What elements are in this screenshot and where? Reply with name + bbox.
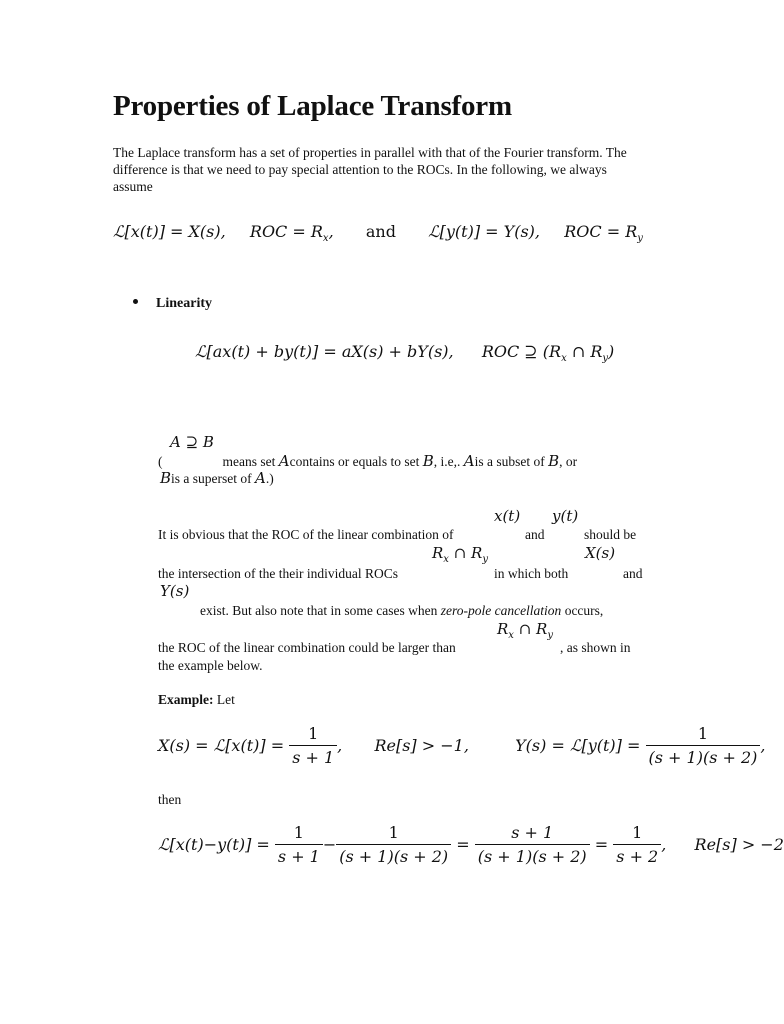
rx-cap-ry-math-1: $R_x$ ∩ $R_y$ (432, 544, 488, 565)
example-heading: Example: Let (158, 692, 235, 707)
bullet-dot-icon (133, 299, 138, 304)
laplace-y-def: ℒ[y(t)] = Y(s), (428, 222, 541, 241)
obvious-line1: It is obvious that the ROC of the linear combination of (158, 527, 454, 542)
linearity-label: Linearity (156, 296, 212, 311)
superset-math: A ⊇ B (170, 433, 214, 451)
obvious-line3: exist. But also note that in some cases when zero-pole cancellation occurs, (200, 603, 604, 618)
obvious-line5: the example below. (158, 658, 263, 673)
then-text: then (158, 792, 182, 807)
page-title: Properties of Laplace Transform (113, 90, 512, 122)
obvious-as-shown: , as shown in (560, 640, 631, 655)
superset-note-line1: ( means set Acontains or equals to set B, i.e,. Ais a subset of B, or (158, 452, 578, 470)
linearity-roc: ROC ⊇ ($R_x$ ∩ $R_y$) (481, 342, 615, 365)
roc-y-def: ROC = $R_y$ (564, 222, 643, 245)
obvious-and1: and (525, 527, 545, 542)
assumption-equation (113, 222, 643, 244)
laplace-x-def: ℒ[x(t)] = X(s), (113, 222, 226, 241)
yt-math: y(t) (552, 507, 579, 525)
roc-x-def: ROC = $R_x$, (249, 222, 334, 245)
linearity-bullet (133, 296, 212, 312)
obvious-and2: and (623, 566, 643, 581)
superset-note-line2: Bis a superset of A.) (160, 469, 274, 487)
Xs-math: X(s) (585, 544, 616, 562)
Ys-math: Y(s) (160, 582, 190, 600)
example-X-equation: X(s) = ℒ[x(t)] = $\frac{1}{s + 1}$ , Re[s] > −1, Y(s) = ℒ[y(t)] = $\frac{1}{(s + 1)(s + 2)}$ , (158, 724, 766, 767)
example-result-equation: ℒ[x(t)−y(t)] = $\frac{1}{s + 1}$ − $\frac{1}{(s + 1)(s + 2)}$ = $\frac{s + 1}{(s + 1)(s + 2)}$ = $\frac{1}{s + 2}$ , Re[s] > −2 (158, 823, 784, 866)
intro-paragraph: The Laplace transform has a set of properties in parallel with that of the Fourier transform. The difference is that we need to pay special attention to the ROCs. In the following, we always assume (113, 145, 627, 194)
linearity-equation (195, 342, 614, 364)
rx-cap-ry-math-2: $R_x$ ∩ $R_y$ (497, 620, 553, 641)
linearity-eq-main: ℒ[ax(t) + by(t)] = aX(s) + bY(s), (195, 342, 454, 361)
obvious-should-be: should be (584, 527, 637, 542)
obvious-line2: the intersection of the their individual ROCs (158, 566, 398, 581)
xt-math: x(t) (494, 507, 521, 525)
and-word: and (365, 222, 396, 241)
obvious-line4: the ROC of the linear combination could be larger than (158, 640, 456, 655)
obvious-in-which: in which both (494, 566, 569, 581)
